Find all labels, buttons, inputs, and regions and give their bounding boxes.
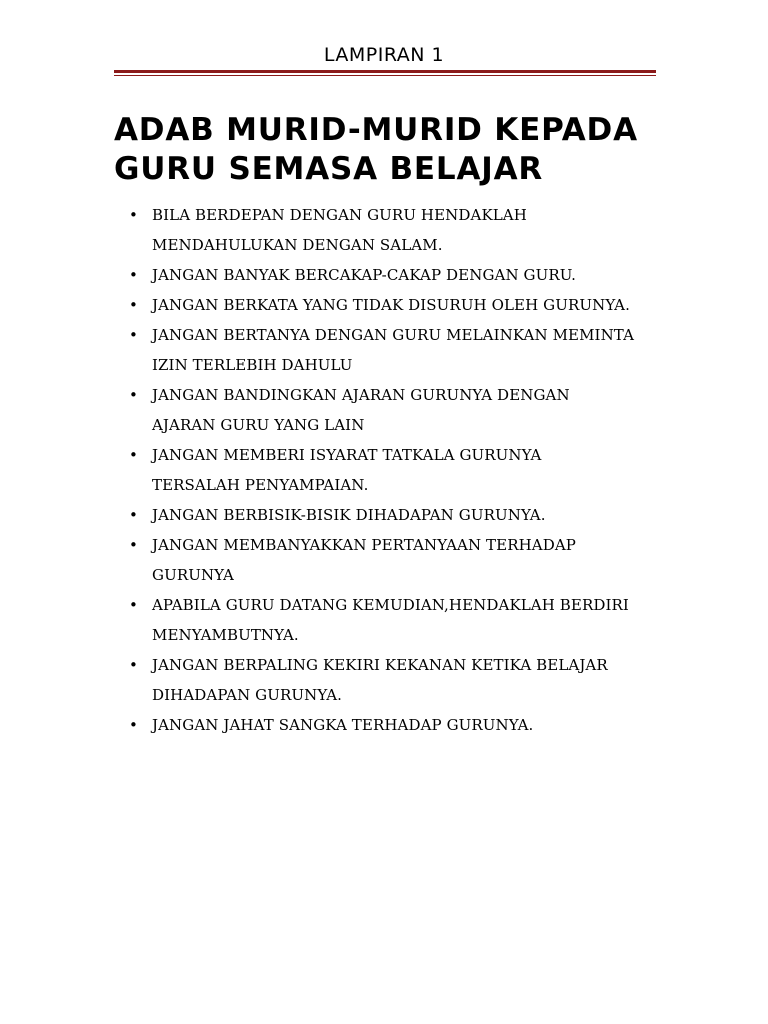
list-item — [114, 590, 674, 650]
list-item — [114, 500, 674, 530]
list-item — [114, 440, 674, 500]
item-line-1: JANGAN MEMBERI ISYARAT TATKALA GURUNYA — [152, 446, 542, 464]
bullet-icon: • — [129, 596, 138, 614]
list-item — [114, 260, 674, 290]
item-line-1: JANGAN BERTANYA DENGAN GURU MELAINKAN MEMINTA — [152, 326, 635, 344]
bullet-icon: • — [129, 206, 138, 224]
list-item — [114, 380, 674, 440]
title-line-2: GURU SEMASA BELAJAR — [114, 151, 544, 187]
bullet-icon: • — [129, 296, 138, 314]
bullet-icon: • — [129, 536, 138, 554]
bullet-icon: • — [129, 266, 138, 284]
item-line-1: APABILA GURU DATANG KEMUDIAN,HENDAKLAH BERDIRI — [152, 596, 629, 614]
item-line-1: JANGAN MEMBANYAKKAN PERTANYAAN TERHADAP — [152, 536, 576, 554]
bullet-list — [114, 200, 674, 740]
item-line-2: GURUNYA — [152, 566, 234, 584]
bullet-icon: • — [129, 656, 138, 674]
bullet-icon: • — [129, 506, 138, 524]
item-line-2: TERSALAH PENYAMPAIAN. — [152, 476, 369, 494]
document-title — [114, 111, 674, 189]
item-line-1: JANGAN JAHAT SANGKA TERHADAP GURUNYA. — [152, 716, 534, 734]
item-line-2: DIHADAPAN GURUNYA. — [152, 686, 342, 704]
item-line-1: JANGAN BANDINGKAN AJARAN GURUNYA DENGAN — [152, 386, 570, 404]
header-rule-thick — [114, 70, 656, 73]
list-item — [114, 530, 674, 590]
title-line-1: ADAB MURID-MURID KEPADA — [114, 112, 638, 148]
bullet-icon: • — [129, 716, 138, 734]
list-item — [114, 710, 674, 740]
item-line-1: JANGAN BERBISIK-BISIK DIHADAPAN GURUNYA. — [152, 506, 546, 524]
item-line-1: JANGAN BERPALING KEKIRI KEKANAN KETIKA BELAJAR — [152, 656, 608, 674]
item-line-1: JANGAN BANYAK BERCAKAP-CAKAP DENGAN GURU. — [152, 266, 577, 284]
bullet-icon: • — [129, 386, 138, 404]
item-line-2: MENYAMBUTNYA. — [152, 626, 299, 644]
bullet-icon: • — [129, 326, 138, 344]
list-item — [114, 650, 674, 710]
item-line-2: IZIN TERLEBIH DAHULU — [152, 356, 353, 374]
bullet-icon: • — [129, 446, 138, 464]
item-line-1: JANGAN BERKATA YANG TIDAK DISURUH OLEH GURUNYA. — [152, 296, 630, 314]
list-item — [114, 290, 674, 320]
header-rule-thin — [114, 75, 656, 76]
item-line-2: AJARAN GURU YANG LAIN — [152, 416, 365, 434]
item-line-2: MENDAHULUKAN DENGAN SALAM. — [152, 236, 443, 254]
page-header: LAMPIRAN 1 — [323, 44, 445, 66]
list-item — [114, 200, 674, 260]
list-item — [114, 320, 674, 380]
item-line-1: BILA BERDEPAN DENGAN GURU HENDAKLAH — [152, 206, 527, 224]
